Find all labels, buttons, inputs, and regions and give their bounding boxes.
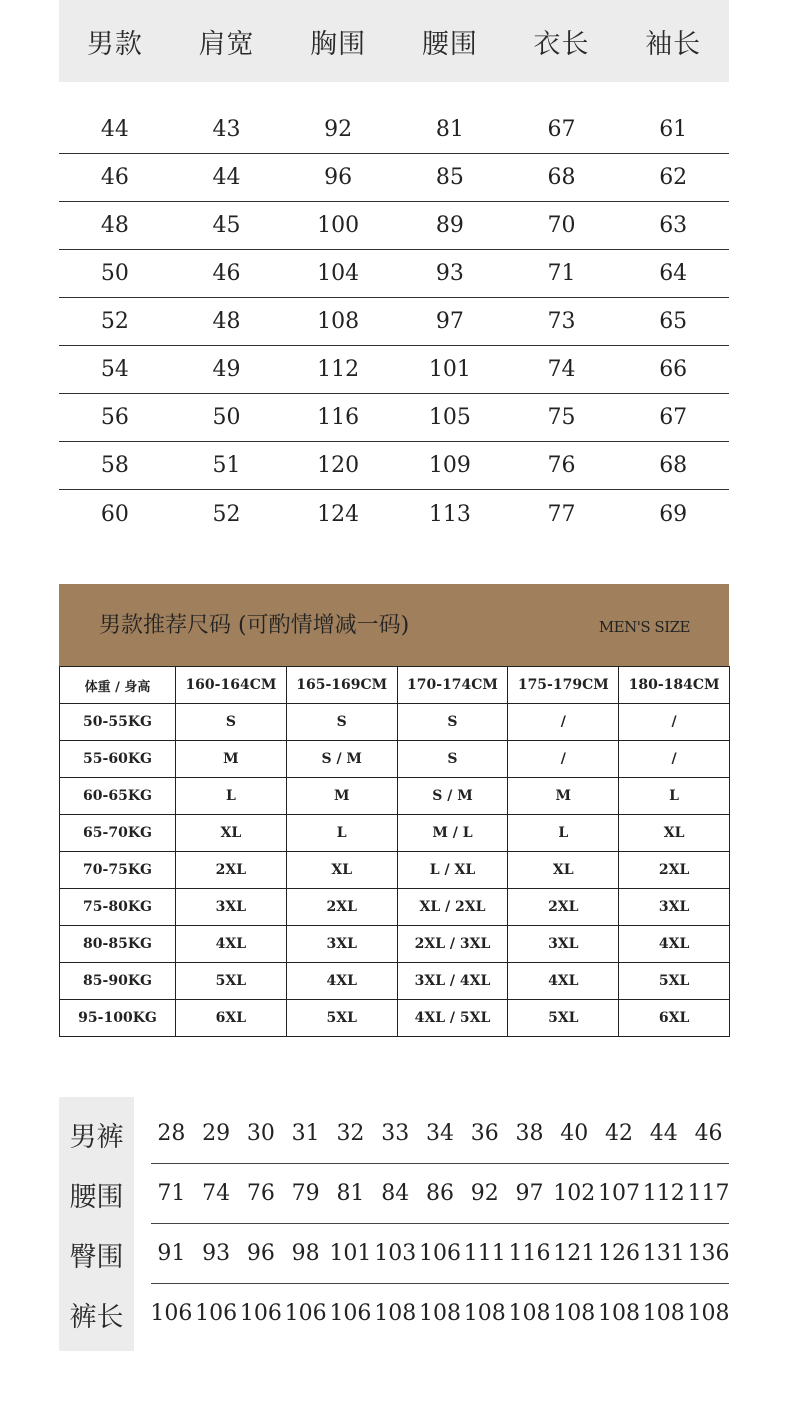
size-cell: XL <box>176 815 287 852</box>
table-cell: 73 <box>547 309 576 334</box>
table-row <box>59 490 729 538</box>
size-cell: M / L <box>397 815 508 852</box>
table-cell: 121 <box>553 1241 596 1266</box>
table-cell: 42 <box>605 1121 634 1146</box>
row-label: 腰围 <box>69 1182 124 1213</box>
table-row <box>60 815 730 852</box>
table-cell: 101 <box>428 357 471 382</box>
table-cell: 63 <box>659 213 688 238</box>
size-cell: 2XL <box>176 852 287 889</box>
size-cell: 5XL <box>508 1000 619 1037</box>
table-row <box>59 346 729 394</box>
table-cell: 76 <box>547 453 576 478</box>
table-cell: 62 <box>659 165 688 190</box>
header-cell: 胸围 <box>310 28 367 60</box>
table-cell: 77 <box>547 501 576 527</box>
size-cell: 4XL <box>619 926 730 963</box>
weight-cell: 95-100KG <box>60 1000 176 1037</box>
table-cell: 117 <box>687 1181 730 1206</box>
table-cell: 106 <box>418 1241 461 1266</box>
size-cell: S / M <box>397 778 508 815</box>
table-cell: 50 <box>100 261 129 286</box>
table-cell: 111 <box>463 1241 506 1266</box>
banner-title: 男款推荐尺码 (可酌情增减一码) <box>99 613 410 638</box>
table-cell: 29 <box>202 1121 231 1146</box>
table-row <box>59 106 729 154</box>
weight-cell: 75-80KG <box>60 889 176 926</box>
size-cell: L <box>176 778 287 815</box>
table-cell: 108 <box>374 1301 417 1326</box>
table-cell: 108 <box>687 1301 730 1326</box>
table-cell: 65 <box>659 309 688 334</box>
table-row <box>59 298 729 346</box>
divider <box>151 1163 729 1164</box>
size-cell: 3XL <box>176 889 287 926</box>
table-cell: 40 <box>560 1121 589 1146</box>
table-cell: 34 <box>425 1121 454 1146</box>
weight-cell: 50-55KG <box>60 704 176 741</box>
table-cell: 52 <box>100 309 129 334</box>
size-cell: 2XL <box>508 889 619 926</box>
table-cell: 79 <box>291 1181 320 1206</box>
header-cell: 165-169CM <box>286 667 397 704</box>
table-cell: 54 <box>100 357 129 382</box>
table-cell: 67 <box>659 405 688 430</box>
table-cell: 108 <box>463 1301 506 1326</box>
table-cell: 50 <box>212 405 241 430</box>
table-cell: 93 <box>202 1241 231 1266</box>
table-cell: 108 <box>317 309 360 334</box>
table-cell: 48 <box>212 309 241 334</box>
table-row <box>149 1301 731 1326</box>
size-cell: 6XL <box>176 1000 287 1037</box>
size-cell: 3XL <box>286 926 397 963</box>
table-cell: 106 <box>329 1301 372 1326</box>
banner-subtitle: MEN'S SIZE <box>598 618 690 636</box>
size-cell: S <box>397 704 508 741</box>
table-cell: 46 <box>212 261 241 286</box>
table-cell: 120 <box>317 453 360 478</box>
recommend-banner <box>59 584 729 666</box>
table-cell: 102 <box>553 1181 596 1206</box>
table-cell: 89 <box>435 213 464 238</box>
table-cell: 70 <box>547 213 576 238</box>
table-cell: 28 <box>157 1121 186 1146</box>
size-cell: 5XL <box>176 963 287 1000</box>
table-cell: 100 <box>317 213 360 238</box>
size-cell: L <box>619 778 730 815</box>
table-cell: 45 <box>212 213 241 238</box>
size-cell: 4XL <box>508 963 619 1000</box>
table-row <box>149 1241 731 1266</box>
row-label: 臀围 <box>69 1242 124 1273</box>
size-cell: 5XL <box>286 1000 397 1037</box>
table-row <box>60 889 730 926</box>
weight-cell: 55-60KG <box>60 741 176 778</box>
table-cell: 74 <box>202 1181 231 1206</box>
table-row <box>60 741 730 778</box>
table-cell: 112 <box>317 357 360 382</box>
table-cell: 91 <box>157 1241 186 1266</box>
size-cell: M <box>286 778 397 815</box>
table-cell: 60 <box>100 501 129 527</box>
size-cell: 2XL <box>286 889 397 926</box>
table-cell: 93 <box>435 261 464 286</box>
size-cell: 4XL / 5XL <box>397 1000 508 1037</box>
table-row <box>59 154 729 202</box>
header-cell: 男款 <box>86 28 143 60</box>
table-cell: 52 <box>212 501 241 527</box>
table-row <box>59 202 729 250</box>
size-cell: 3XL <box>508 926 619 963</box>
size-cell: S / M <box>286 741 397 778</box>
header-cell: 衣长 <box>533 28 590 60</box>
table-row <box>60 778 730 815</box>
table-cell: 105 <box>428 405 471 430</box>
size-cell: / <box>619 704 730 741</box>
table-cell: 106 <box>195 1301 238 1326</box>
table-cell: 106 <box>150 1301 193 1326</box>
table-cell: 126 <box>598 1241 641 1266</box>
table-cell: 67 <box>547 117 576 142</box>
table-cell: 58 <box>100 453 129 478</box>
table-cell: 97 <box>515 1181 544 1206</box>
table-cell: 44 <box>212 165 241 190</box>
table-cell: 44 <box>100 117 129 142</box>
header-cell: 袖长 <box>645 28 702 60</box>
size-cell: / <box>619 741 730 778</box>
table-cell: 85 <box>435 165 464 190</box>
table-cell: 131 <box>642 1241 685 1266</box>
header-cell: 腰围 <box>421 28 478 60</box>
table-cell: 31 <box>291 1121 320 1146</box>
table-cell: 81 <box>435 117 464 142</box>
table-cell: 106 <box>239 1301 282 1326</box>
table-cell: 97 <box>435 309 464 334</box>
row-label: 裤长 <box>69 1302 124 1333</box>
trousers-size-table <box>59 1097 731 1351</box>
table-cell: 98 <box>291 1241 320 1266</box>
size-cell: L / XL <box>397 852 508 889</box>
size-cell: L <box>286 815 397 852</box>
table-cell: 81 <box>336 1181 365 1206</box>
size-cell: 3XL <box>619 889 730 926</box>
table-cell: 46 <box>100 165 129 190</box>
table-cell: 108 <box>418 1301 461 1326</box>
table-cell: 69 <box>659 501 688 527</box>
table-cell: 92 <box>324 117 353 142</box>
table-cell: 116 <box>508 1241 551 1266</box>
table-cell: 108 <box>598 1301 641 1326</box>
table-cell: 92 <box>470 1181 499 1206</box>
table-cell: 33 <box>381 1121 410 1146</box>
table-cell: 36 <box>470 1121 499 1146</box>
table-row <box>59 442 729 490</box>
table-cell: 103 <box>374 1241 417 1266</box>
row-label: 男裤 <box>69 1122 124 1153</box>
size-cell: S <box>397 741 508 778</box>
weight-cell: 70-75KG <box>60 852 176 889</box>
table-row <box>60 926 730 963</box>
table-cell: 68 <box>547 165 576 190</box>
size-cell: M <box>176 741 287 778</box>
weight-cell: 85-90KG <box>60 963 176 1000</box>
table-row <box>60 852 730 889</box>
table-row <box>149 1181 731 1206</box>
header-cell: 175-179CM <box>508 667 619 704</box>
header-cell: 肩宽 <box>198 28 255 60</box>
table-cell: 116 <box>317 405 360 430</box>
size-cell: 2XL <box>619 852 730 889</box>
table-cell: 44 <box>649 1121 678 1146</box>
table-row <box>149 1121 731 1146</box>
size-cell: 4XL <box>286 963 397 1000</box>
recommend-table-body <box>60 704 730 1037</box>
size-cell: 4XL <box>176 926 287 963</box>
jacket-table-header <box>59 0 729 82</box>
trousers-label-column <box>59 1097 134 1351</box>
size-cell: 6XL <box>619 1000 730 1037</box>
weight-cell: 65-70KG <box>60 815 176 852</box>
table-cell: 46 <box>694 1121 723 1146</box>
table-row <box>60 1000 730 1037</box>
table-cell: 108 <box>553 1301 596 1326</box>
table-cell: 51 <box>212 453 241 478</box>
table-cell: 106 <box>284 1301 327 1326</box>
table-cell: 96 <box>324 165 353 190</box>
jacket-size-table <box>59 0 729 538</box>
size-cell: M <box>508 778 619 815</box>
size-cell: XL / 2XL <box>397 889 508 926</box>
table-cell: 84 <box>381 1181 410 1206</box>
recommend-table-header <box>60 667 730 704</box>
table-cell: 76 <box>246 1181 275 1206</box>
divider <box>151 1223 729 1224</box>
table-cell: 49 <box>212 357 241 382</box>
table-cell: 136 <box>687 1241 730 1266</box>
table-cell: 38 <box>515 1121 544 1146</box>
size-cell: / <box>508 741 619 778</box>
divider <box>151 1283 729 1284</box>
size-cell: 5XL <box>619 963 730 1000</box>
table-cell: 56 <box>100 405 129 430</box>
table-cell: 32 <box>336 1121 365 1146</box>
size-cell: S <box>176 704 287 741</box>
table-cell: 30 <box>246 1121 275 1146</box>
table-cell: 74 <box>547 357 576 382</box>
table-row <box>60 704 730 741</box>
size-cell: XL <box>286 852 397 889</box>
table-row <box>59 250 729 298</box>
table-cell: 108 <box>642 1301 685 1326</box>
table-row <box>60 963 730 1000</box>
table-cell: 66 <box>659 357 688 382</box>
table-cell: 64 <box>659 261 688 286</box>
size-cell: 3XL / 4XL <box>397 963 508 1000</box>
recommend-size-table <box>59 666 730 1037</box>
size-cell: XL <box>508 852 619 889</box>
header-cell: 170-174CM <box>397 667 508 704</box>
table-cell: 61 <box>659 117 688 142</box>
table-cell: 43 <box>212 117 241 142</box>
table-cell: 109 <box>428 453 471 478</box>
weight-cell: 80-85KG <box>60 926 176 963</box>
table-cell: 68 <box>659 453 688 478</box>
weight-cell: 60-65KG <box>60 778 176 815</box>
table-cell: 113 <box>428 501 471 527</box>
table-row <box>59 394 729 442</box>
table-cell: 71 <box>547 261 576 286</box>
jacket-table-body <box>59 106 729 538</box>
table-cell: 96 <box>246 1241 275 1266</box>
table-cell: 112 <box>642 1181 685 1206</box>
size-cell: 2XL / 3XL <box>397 926 508 963</box>
header-cell: 体重 / 身高 <box>60 667 176 704</box>
table-cell: 86 <box>425 1181 454 1206</box>
table-cell: 101 <box>329 1241 372 1266</box>
table-cell: 75 <box>547 405 576 430</box>
size-cell: S <box>286 704 397 741</box>
size-cell: XL <box>619 815 730 852</box>
size-cell: L <box>508 815 619 852</box>
table-cell: 48 <box>100 213 129 238</box>
table-cell: 108 <box>508 1301 551 1326</box>
header-cell: 160-164CM <box>176 667 287 704</box>
table-cell: 107 <box>598 1181 641 1206</box>
table-cell: 124 <box>317 501 360 527</box>
header-cell: 180-184CM <box>619 667 730 704</box>
table-cell: 71 <box>157 1181 186 1206</box>
size-cell: / <box>508 704 619 741</box>
table-cell: 104 <box>317 261 360 286</box>
